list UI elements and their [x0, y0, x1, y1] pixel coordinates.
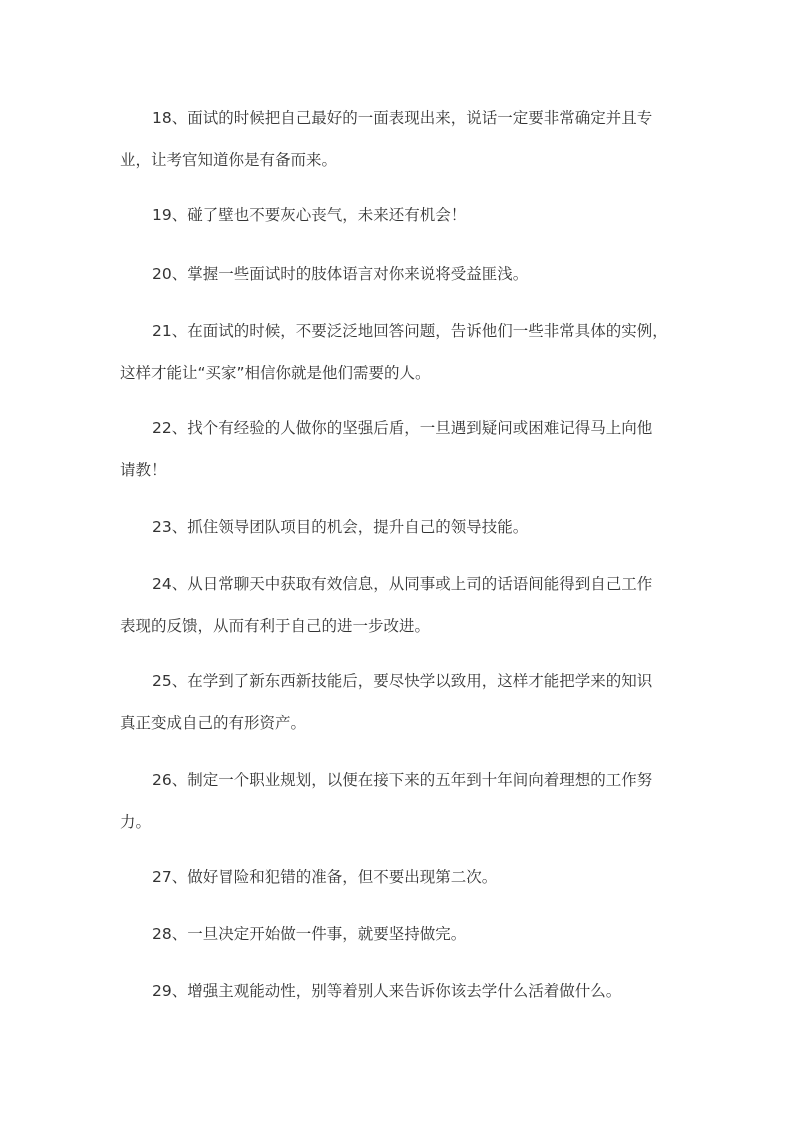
paragraph-line: 25、在学到了新东西新技能后，要尽快学以致用，这样才能把学来的知识	[152, 672, 653, 690]
paragraph-line: 23、抓住领导团队项目的机会，提升自己的领导技能。	[152, 518, 529, 536]
paragraph-line: 业，让考官知道你是有备而来。	[120, 151, 338, 169]
paragraph-24	[120, 573, 680, 637]
paragraph-line: 真正变成自己的有形资产。	[120, 714, 307, 732]
paragraph-line: 21、在面试的时候，不要泛泛地回答问题，告诉他们一些非常具体的实例，	[152, 322, 668, 340]
paragraph-line: 力。	[120, 813, 152, 831]
paragraph-line: 24、从日常聊天中获取有效信息，从同事或上司的话语间能得到自己工作	[152, 575, 653, 593]
paragraph-18	[120, 107, 680, 171]
paragraph-line: 26、制定一个职业规划，以便在接下来的五年到十年间向着理想的工作努	[152, 771, 653, 789]
paragraph-line: 28、一旦决定开始做一件事，就要坚持做完。	[152, 925, 467, 943]
paragraph-25	[120, 670, 680, 734]
paragraph-26	[120, 769, 680, 833]
paragraph-line: 22、找个有经验的人做你的坚强后盾，一旦遇到疑问或困难记得马上向他	[152, 419, 653, 437]
paragraph-line: 27、做好冒险和犯错的准备，但不要出现第二次。	[152, 868, 498, 886]
paragraph-27	[120, 866, 680, 888]
paragraph-line: 18、面试的时候把自己最好的一面表现出来，说话一定要非常确定并且专	[152, 109, 653, 127]
paragraph-20	[120, 263, 680, 285]
paragraph-line: 20、掌握一些面试时的肢体语言对你来说将受益匪浅。	[152, 265, 529, 283]
paragraph-29	[120, 980, 680, 1002]
paragraph-line: 表现的反馈，从而有利于自己的进一步改进。	[120, 617, 431, 635]
paragraph-line: 19、碰了壁也不要灰心丧气，未来还有机会！	[152, 206, 467, 224]
paragraph-line: 29、增强主观能动性，别等着别人来告诉你该去学什么活着做什么。	[152, 982, 622, 1000]
paragraph-line: 请教！	[120, 461, 167, 479]
paragraph-19	[120, 204, 680, 226]
paragraph-22	[120, 417, 680, 481]
paragraph-21	[120, 320, 680, 384]
paragraph-line: 这样才能让“买家”相信你就是他们需要的人。	[120, 364, 431, 382]
paragraph-28	[120, 923, 680, 945]
paragraph-23	[120, 516, 680, 538]
